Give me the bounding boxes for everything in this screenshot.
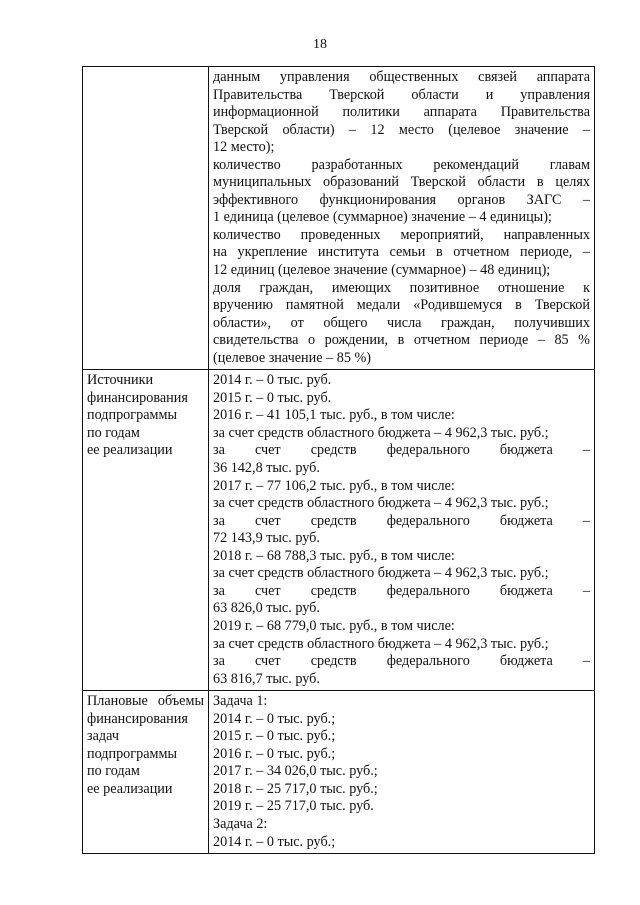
table-row-financing-sources [83,370,595,691]
row-content-line: 2015 г. – 0 тыс. руб. [213,389,332,406]
row-content-line: за счет средств областного бюджета – 4 962,3 тыс. руб.; [213,565,549,582]
row-content-line: Тверской области) – 12 место (целевое значение – [213,121,590,138]
row-label-line: финансирования [87,389,188,406]
row-content-line: 1 единица (целевое (суммарное) значение – 4 единицы); [213,209,552,226]
row-label-line: ее реализации [87,442,173,459]
row-content-cell [209,370,595,691]
row-label-line: задач [87,728,119,745]
row-content-line: 72 143,9 тыс. руб. [213,530,320,547]
row-content-line: за счет средств федерального бюджета – [213,512,590,529]
row-label-cell [83,67,209,370]
row-label-line: Плановые объемы [87,693,204,710]
row-content-cell [209,691,595,854]
row-label-line: подпрограммы [87,745,177,762]
row-content-line: за счет средств федерального бюджета – [213,653,590,670]
row-label-line: подпрограммы [87,407,177,424]
row-content-line: 2018 г. – 25 717,0 тыс. руб.; [213,780,378,797]
row-content-line: за счет средств областного бюджета – 4 962,3 тыс. руб.; [213,495,549,512]
row-content-line: 2019 г. – 68 779,0 тыс. руб., в том числе: [213,617,455,634]
row-content-line: Задача 1: [213,693,268,710]
row-content-line: доля граждан, имеющих позитивное отношение к [213,279,590,296]
row-content-line: за счет средств федерального бюджета – [213,582,590,599]
row-label-cell [83,691,209,854]
row-content-line: Задача 2: [213,815,268,832]
row-content-line: области», от общего числа граждан, получивших [213,314,590,331]
row-content-line: 2017 г. – 77 106,2 тыс. руб., в том числе: [213,477,455,494]
row-content-line: 2018 г. – 68 788,3 тыс. руб., в том числе: [213,547,455,564]
row-content-line: информационной политики аппарата Правительства [213,104,590,121]
row-content-line: (целевое значение – 85 %) [213,349,372,366]
row-content-line: эффективного функционирования органов ЗАГС – [213,191,590,208]
row-label-line: ее реализации [87,780,173,797]
row-content-line: за счет средств областного бюджета – 4 962,3 тыс. руб.; [213,424,549,441]
page-number: 18 [313,37,327,52]
row-content-line: 12 единиц (целевое значение (суммарное) – 48 единиц); [213,262,551,279]
row-content-line: 2014 г. – 0 тыс. руб.; [213,833,336,850]
row-content-line: Правительства Тверской области и управления [213,86,590,103]
row-content-line: свидетельства о рождении, в отчетном периоде – 85 % [213,332,590,349]
row-content-line: 63 826,0 тыс. руб. [213,600,320,617]
row-content-line: 63 816,7 тыс. руб. [213,670,320,687]
row-content-line: 2016 г. – 41 105,1 тыс. руб., в том числе: [213,407,455,424]
row-content-line: вручению памятной медали «Родившемуся в Тверской [213,297,590,314]
row-content-line: 2014 г. – 0 тыс. руб. [213,372,332,389]
row-label-line: по годам [87,424,140,441]
row-content-line: данным управления общественных связей аппарата [213,69,590,85]
table-row-planned-volumes [83,691,595,854]
table-row-indicators-continued [83,67,595,370]
passport-table [82,66,595,854]
row-label-line: по годам [87,763,140,780]
row-content-cell [209,67,595,370]
row-content-line: количество проведенных мероприятий, направленных [213,226,590,243]
row-content-line: за счет средств областного бюджета – 4 962,3 тыс. руб.; [213,635,549,652]
row-label-cell [83,370,209,691]
row-content-line: 2017 г. – 34 026,0 тыс. руб.; [213,763,378,780]
row-content-line: 2014 г. – 0 тыс. руб.; [213,710,336,727]
row-label-line: финансирования [87,710,188,727]
row-content-line: за счет средств федерального бюджета – [213,442,590,459]
row-content-line: 2019 г. – 25 717,0 тыс. руб. [213,798,374,815]
row-content-line: 2016 г. – 0 тыс. руб.; [213,745,336,762]
row-content-line: 12 место); [213,139,275,156]
row-content-line: 36 142,8 тыс. руб. [213,460,320,477]
row-content-line: муниципальных образований Тверской области в целях [213,174,590,191]
row-content-line: 2015 г. – 0 тыс. руб.; [213,728,336,745]
row-content-line: на укрепление института семьи в отчетном периоде, – [213,244,590,261]
row-content-line: количество разработанных рекомендаций главам [213,156,590,173]
row-label-line: Источники [87,372,154,389]
